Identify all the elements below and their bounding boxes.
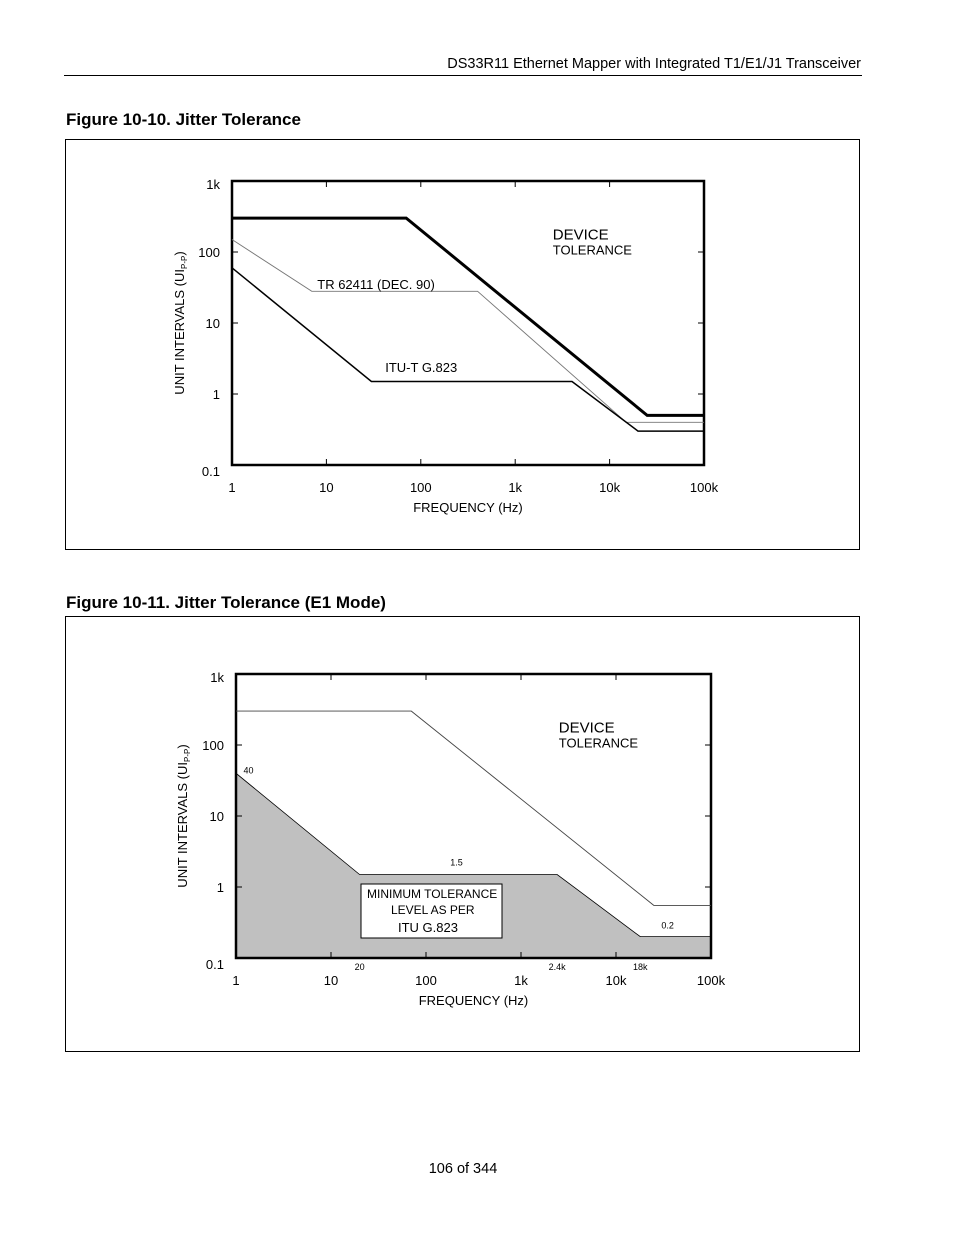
x-tick-label: 1k bbox=[508, 480, 523, 495]
y-axis-label-sub: P-P bbox=[180, 255, 189, 269]
y-tick-label: 100 bbox=[198, 245, 220, 260]
y-tick-label: 1k bbox=[206, 177, 220, 192]
minimum-tolerance-legend bbox=[361, 884, 502, 938]
y-axis-label bbox=[175, 744, 192, 887]
data-annotation: 1.5 bbox=[450, 857, 463, 868]
x-tick-label: 10 bbox=[319, 480, 334, 495]
y-axis-label-sub: P-P bbox=[183, 748, 192, 762]
y-axis-label-main: UNIT INTERVALS (UI bbox=[175, 761, 190, 888]
series-label: ITU-T G.823 bbox=[385, 359, 458, 375]
y-tick-label: 100 bbox=[202, 738, 224, 753]
legend-line: ITU G.823 bbox=[398, 920, 458, 935]
figure-10-10-caption: Figure 10-10. Jitter Tolerance bbox=[66, 110, 301, 129]
legend-line: LEVEL AS PER bbox=[391, 903, 475, 917]
header-rule bbox=[64, 75, 862, 76]
data-annotation: 0.2 bbox=[661, 920, 674, 931]
legend-line: MINIMUM TOLERANCE bbox=[367, 887, 498, 901]
figure-10-11-caption: Figure 10-11. Jitter Tolerance (E1 Mode) bbox=[66, 593, 386, 612]
y-tick-label: 1 bbox=[216, 880, 224, 895]
y-tick-label: 0.1 bbox=[205, 957, 224, 972]
jitter-tolerance-chart bbox=[66, 140, 861, 551]
x-minor-label: 18k bbox=[632, 962, 648, 972]
x-tick-label: 1 bbox=[228, 480, 236, 495]
y-tick-label: 1 bbox=[212, 387, 220, 402]
page-number: 106 of 344 bbox=[428, 1161, 498, 1177]
y-axis-label bbox=[172, 251, 189, 394]
figure-10-11-frame bbox=[65, 616, 860, 1052]
y-tick-label: 10 bbox=[205, 316, 220, 331]
series-label: DEVICE bbox=[558, 719, 615, 737]
x-tick-label: 100k bbox=[696, 973, 726, 988]
x-tick-label: 1 bbox=[232, 973, 240, 988]
y-tick-label: 10 bbox=[209, 809, 224, 824]
line-series-0 bbox=[232, 218, 704, 415]
data-annotation: 40 bbox=[243, 765, 254, 776]
x-tick-label: 100k bbox=[689, 480, 719, 495]
jitter-tolerance-e1-chart bbox=[66, 617, 861, 1053]
line-series-2 bbox=[232, 268, 704, 431]
x-minor-label: 2.4k bbox=[548, 962, 566, 972]
figure-10-10-frame bbox=[65, 139, 860, 550]
x-tick-label: 10k bbox=[599, 480, 621, 495]
series-label: DEVICE bbox=[552, 226, 609, 244]
y-tick-label: 0.1 bbox=[201, 464, 220, 479]
x-tick-label: 100 bbox=[415, 973, 437, 988]
y-axis-label-end: ) bbox=[175, 744, 190, 749]
x-tick-label: 100 bbox=[409, 480, 432, 495]
series-label: TOLERANCE bbox=[552, 242, 632, 258]
x-axis-label: FREQUENCY (Hz) bbox=[413, 500, 523, 515]
series-label: TR 62411 (DEC. 90) bbox=[317, 277, 435, 293]
x-tick-label: 10k bbox=[605, 973, 627, 988]
series-label: TOLERANCE bbox=[558, 735, 639, 751]
x-tick-label: 1k bbox=[514, 973, 528, 988]
x-minor-label: 20 bbox=[354, 962, 365, 972]
y-axis-label-main: UNIT INTERVALS (UI bbox=[172, 268, 187, 395]
y-axis-label-end: ) bbox=[172, 251, 187, 256]
y-tick-label: 1k bbox=[210, 670, 224, 685]
x-axis-label: FREQUENCY (Hz) bbox=[418, 993, 529, 1008]
document-header: DS33R11 Ethernet Mapper with Integrated T1/E1/J1 Transceiver bbox=[447, 56, 861, 72]
x-tick-label: 10 bbox=[323, 973, 339, 988]
